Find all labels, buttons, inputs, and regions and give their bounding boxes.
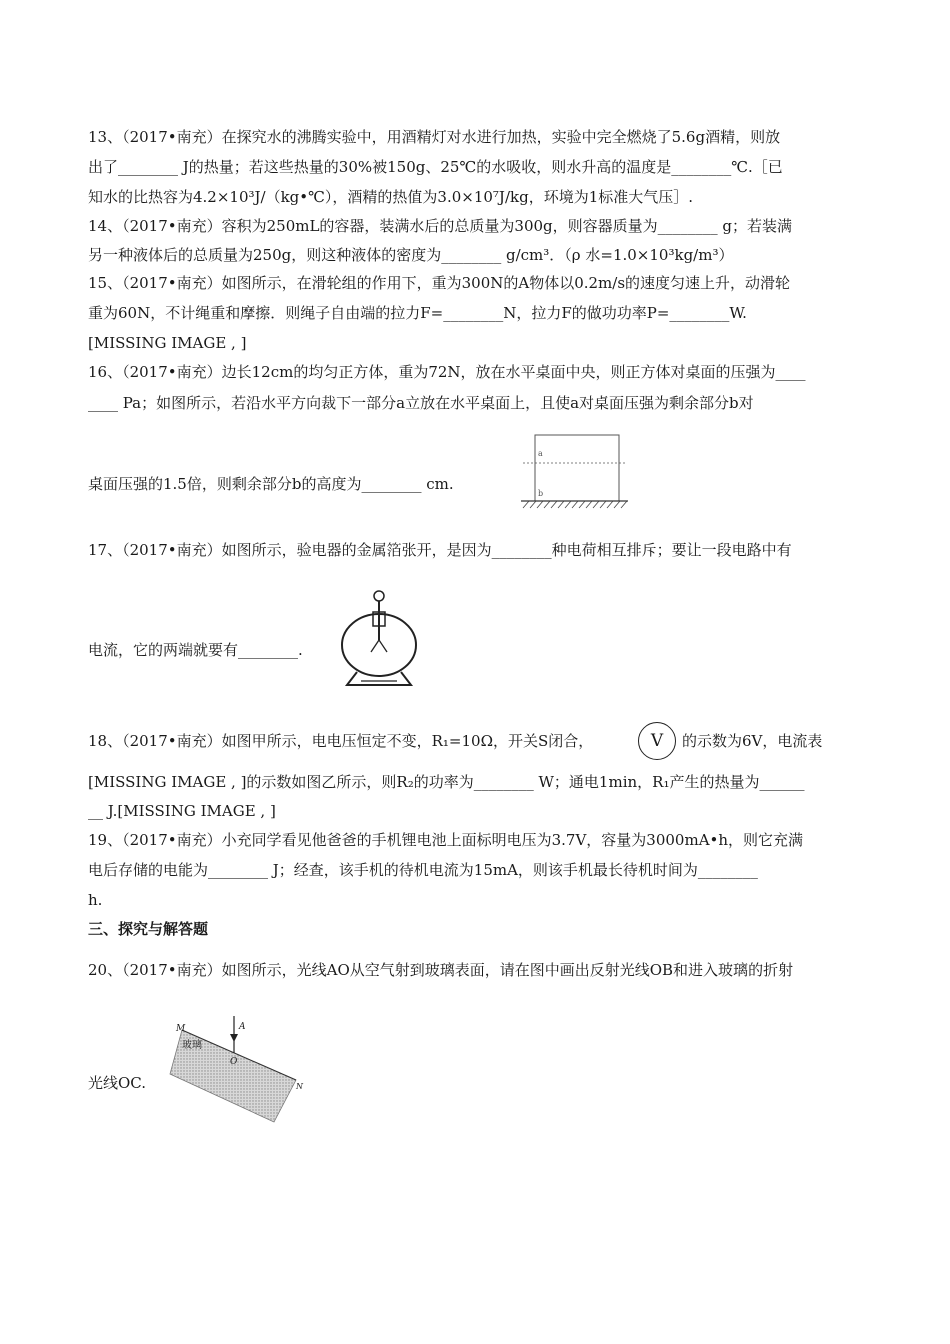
q13-line-3: 知水的比热容为4.2×10³J/（kg•℃），酒精的热值为3.0×10⁷J/kg，环境为1标准大气压］. bbox=[88, 188, 694, 206]
q20-line-1: 20、（2017•南充）如图所示，光线AO从空气射到玻璃表面，请在图中画出反射光线OB和进入玻璃的折射 bbox=[88, 961, 794, 979]
q16-line-3: 桌面压强的1.5倍，则剩余部分b的高度为________ cm. bbox=[88, 475, 454, 493]
voltmeter-symbol: V bbox=[638, 722, 676, 760]
label-glass: 玻璃 bbox=[182, 1040, 202, 1051]
q17-line-1: 17、（2017•南充）如图所示，验电器的金属箔张开，是因为________种电荷相互排斥；要让一段电路中有 bbox=[88, 541, 792, 559]
cube-outline bbox=[535, 435, 619, 501]
label-A: A bbox=[239, 1022, 246, 1032]
q18-line-3: __ J.[MISSING IMAGE , ] bbox=[88, 802, 276, 820]
q16-cube-figure bbox=[518, 430, 630, 512]
q16-line-2: ____ Pa；如图所示，若沿水平方向裁下一部分a立放在水平桌面上，且使a对桌面压强为剩余部分b对 bbox=[88, 394, 754, 412]
q18-line-2: [MISSING IMAGE , ]的示数如图乙所示，则R₂的功率为________ W；通电1min，R₁产生的热量为______ bbox=[88, 773, 805, 791]
q15-missing-image: [MISSING IMAGE , ] bbox=[88, 334, 247, 352]
q19-line-3: h. bbox=[88, 891, 103, 909]
q13-line-1: 13、（2017•南充）在探究水的沸腾实验中，用酒精灯对水进行加热，实验中完全燃烧了5.6g酒精，则放 bbox=[88, 128, 781, 146]
q13-line-2: 出了________ J的热量；若这些热量的30%被150g、25℃的水吸收，则水升高的温度是________℃.［已 bbox=[88, 158, 783, 176]
q17-line-2: 电流，它的两端就要有________. bbox=[88, 641, 303, 659]
section-3-heading: 三、探究与解答题 bbox=[88, 920, 209, 938]
q19-line-1: 19、（2017•南充）小充同学看见他爸爸的手机锂电池上面标明电压为3.7V，容量为3000mA•h，则它充满 bbox=[88, 831, 804, 849]
q15-line-2: 重为60N，不计绳重和摩擦．则绳子自由端的拉力F=________N，拉力F的做功功率P=________W. bbox=[88, 304, 747, 322]
q14-line-2: 另一种液体后的总质量为250g，则这种液体的密度为________ g/cm³．（ρ 水=1.0×10³kg/m³） bbox=[88, 246, 734, 264]
q14-line-1: 14、（2017•南充）容积为250mL的容器，装满水后的总质量为300g，则容器质量为________ g；若装满 bbox=[88, 217, 793, 235]
q15-line-1: 15、（2017•南充）如图所示，在滑轮组的作用下，重为300N的A物体以0.2m/s的速度匀速上升，动滑轮 bbox=[88, 274, 791, 292]
q18-line-1-pre: 18、（2017•南充）如图甲所示，电电压恒定不变，R₁=10Ω，开关S闭合， bbox=[88, 732, 594, 750]
q20-line-2: 光线OC. bbox=[88, 1074, 147, 1092]
ground-hatch bbox=[523, 501, 627, 508]
electroscope-ball bbox=[374, 591, 384, 601]
label-O: O bbox=[230, 1057, 238, 1067]
q17-electroscope-figure bbox=[335, 586, 425, 690]
foil-left bbox=[371, 640, 379, 652]
electroscope-base bbox=[347, 672, 411, 685]
q16-line-1: 16、（2017•南充）边长12cm的均匀正方体，重为72N，放在水平桌面中央，则正方体对桌面的压强为____ bbox=[88, 363, 806, 381]
q18-line-1-post: 的示数为6V，电流表 bbox=[682, 732, 823, 750]
label-b: b bbox=[538, 489, 544, 498]
label-N: N bbox=[296, 1082, 303, 1091]
label-M: M bbox=[176, 1024, 186, 1034]
ray-arrow bbox=[230, 1034, 238, 1042]
foil-right bbox=[379, 640, 387, 652]
q20-glass-figure bbox=[168, 1016, 308, 1126]
q19-line-2: 电后存储的电能为________ J；经查，该手机的待机电流为15mA，则该手机最长待机时间为________ bbox=[88, 861, 758, 879]
label-a: a bbox=[538, 449, 543, 458]
